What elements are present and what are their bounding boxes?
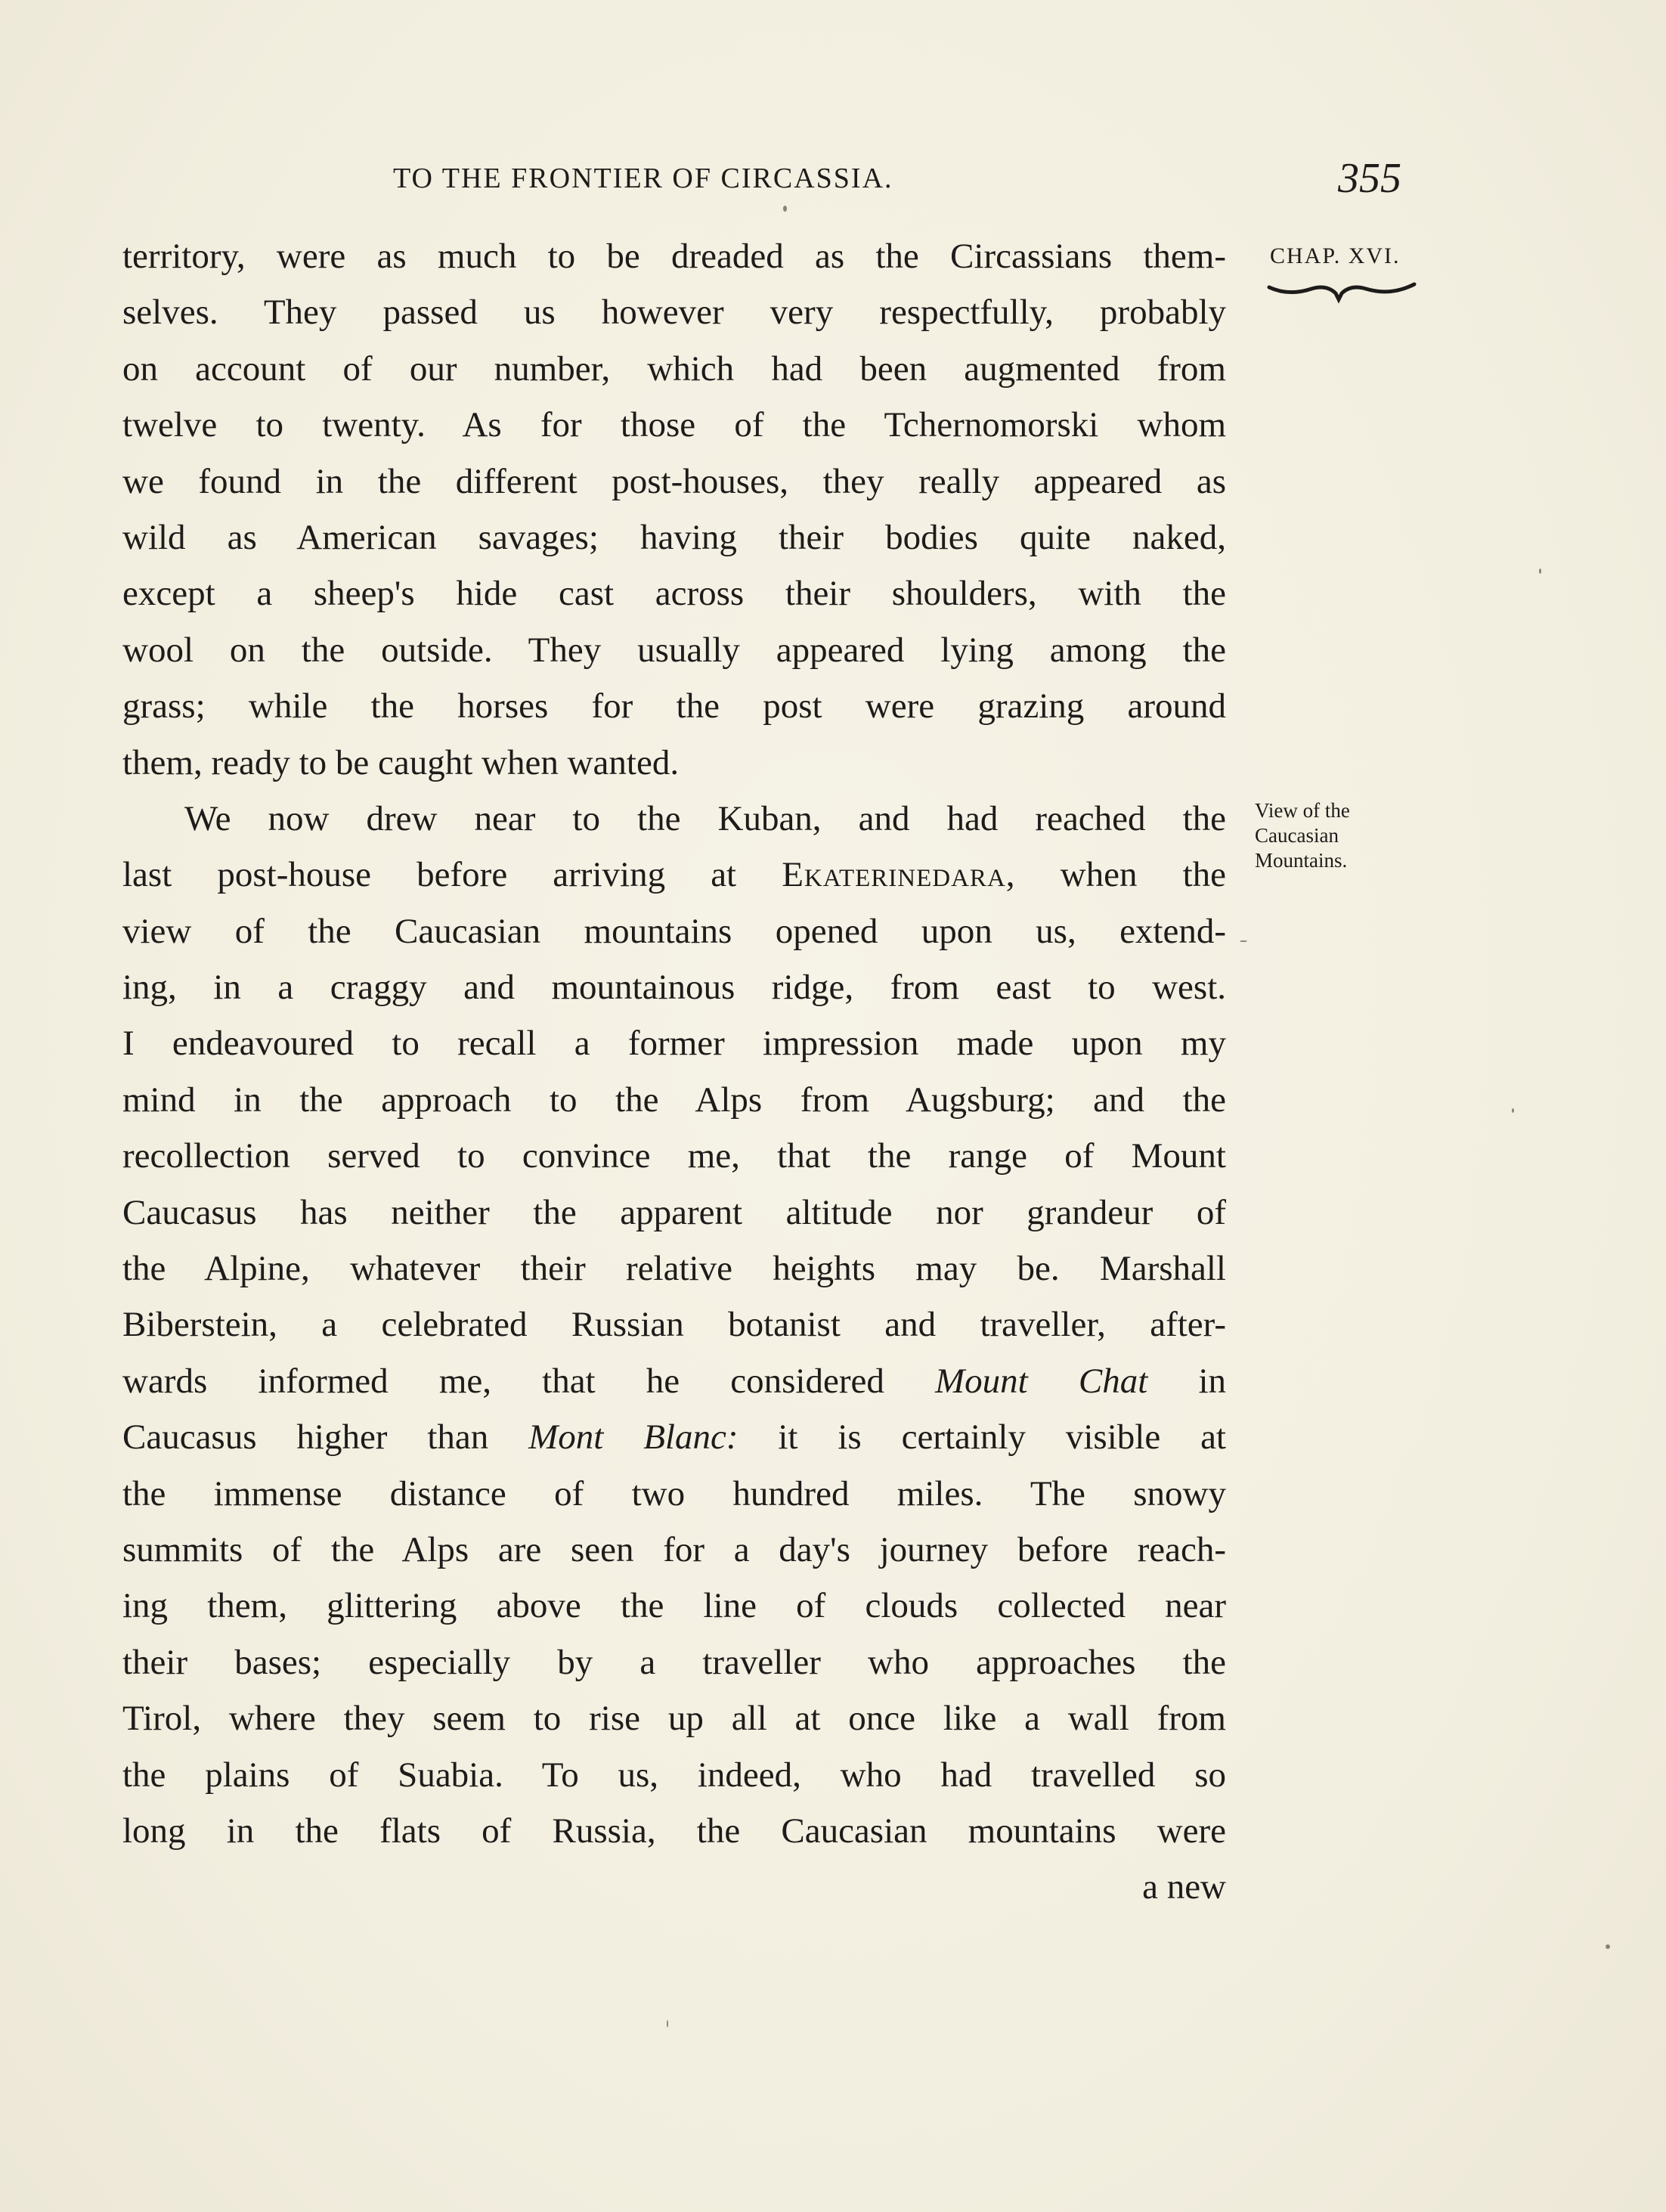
paper-speck	[1606, 1944, 1610, 1949]
text-line-18: Caucasus has neither the apparent altitude nor grandeur of	[122, 1192, 1226, 1232]
text-segment: wards informed me, that he considered	[122, 1361, 884, 1401]
catchword: a new	[1142, 1867, 1226, 1907]
text-line-23: the immense distance of two hundred miles. The snowy	[122, 1473, 1226, 1513]
text-line-26: their bases; especially by a traveller who approaches the	[122, 1642, 1226, 1682]
text-line-27: Tirol, where they seem to rise up all at once like a wall from	[122, 1699, 1226, 1739]
margin-note	[1255, 798, 1350, 873]
text-line-20: Biberstein, a celebrated Russian botanist and traveller, after-	[122, 1305, 1226, 1345]
text-line-24: summits of the Alps are seen for a day's journey before reach-	[122, 1529, 1226, 1569]
text-segment: it is certainly visible at	[778, 1417, 1226, 1458]
text-line-17: recollection served to convince me, that the range of Mount	[122, 1136, 1226, 1176]
text-line-16: mind in the approach to the Alps from Augsburg; and the	[122, 1080, 1226, 1120]
text-line-22	[122, 1409, 1226, 1465]
text-line-28: the plains of Suabia. To us, indeed, who had travelled so	[122, 1755, 1226, 1795]
text-line-13: view of the Caucasian mountains opened upon us, extend-	[122, 911, 1226, 951]
text-line-14: ing, in a craggy and mountainous ridge, from east to west.	[122, 968, 1226, 1008]
text-line-9: grass; while the horses for the post were grazing around	[122, 686, 1226, 726]
running-title: TO THE FRONTIER OF CIRCASSIA.	[393, 163, 893, 194]
paper-speck	[667, 2020, 668, 2028]
text-line-2: selves. They passed us however very respectfully, probably	[122, 293, 1226, 333]
margin-note-line-3: Mountains.	[1255, 849, 1348, 872]
text-line-1: territory, were as much to be dreaded as the Circassians them-	[122, 237, 1226, 276]
text-segment: Caucasus higher than	[122, 1417, 489, 1458]
italic-mont-blanc: Mont Blanc:	[528, 1417, 739, 1458]
margin-note-line-1: View of the	[1255, 799, 1350, 822]
paper-speck	[1240, 940, 1247, 942]
place-name-ekaterinedara: Ekaterinedara	[782, 855, 1006, 895]
paper-speck	[1512, 1108, 1514, 1113]
margin-note-line-2: Caucasian	[1255, 824, 1339, 847]
chapter-brace-ornament	[1266, 280, 1417, 310]
page-number: 355	[1338, 155, 1401, 202]
text-line-11: We now drew near to the Kuban, and had reached the	[184, 798, 1226, 838]
text-line-6: wild as American savages; having their bodies quite naked,	[122, 517, 1226, 557]
body-text	[122, 228, 1226, 1916]
text-line-19: the Alpine, whatever their relative heights may be. Marshall	[122, 1249, 1226, 1289]
text-segment: in	[1198, 1361, 1226, 1401]
text-line-12	[122, 847, 1226, 903]
paper-speck	[783, 206, 787, 212]
text-segment: , when the	[1005, 855, 1226, 895]
text-segment: last post-house before arriving at	[122, 855, 737, 895]
text-line-25: ing them, glittering above the line of clouds collected near	[122, 1586, 1226, 1626]
chapter-label: CHAP. XVI.	[1270, 243, 1401, 268]
text-line-3: on account of our number, which had been augmented from	[122, 349, 1226, 389]
text-line-21	[122, 1353, 1226, 1409]
text-line-15: I endeavoured to recall a former impression made upon my	[122, 1024, 1226, 1064]
text-line-7: except a sheep's hide cast across their shoulders, with the	[122, 574, 1226, 614]
text-line-8: wool on the outside. They usually appeared lying among the	[122, 630, 1226, 670]
text-line-5: we found in the different post-houses, they really appeared as	[122, 461, 1226, 501]
text-line-10: them, ready to be caught when wanted.	[122, 742, 680, 782]
italic-mount-chat: Mount Chat	[935, 1361, 1148, 1401]
paper-speck	[1539, 568, 1541, 574]
text-line-4: twelve to twenty. As for those of the Tchernomorski whom	[122, 405, 1226, 445]
text-line-29: long in the flats of Russia, the Caucasian mountains were	[122, 1811, 1226, 1851]
